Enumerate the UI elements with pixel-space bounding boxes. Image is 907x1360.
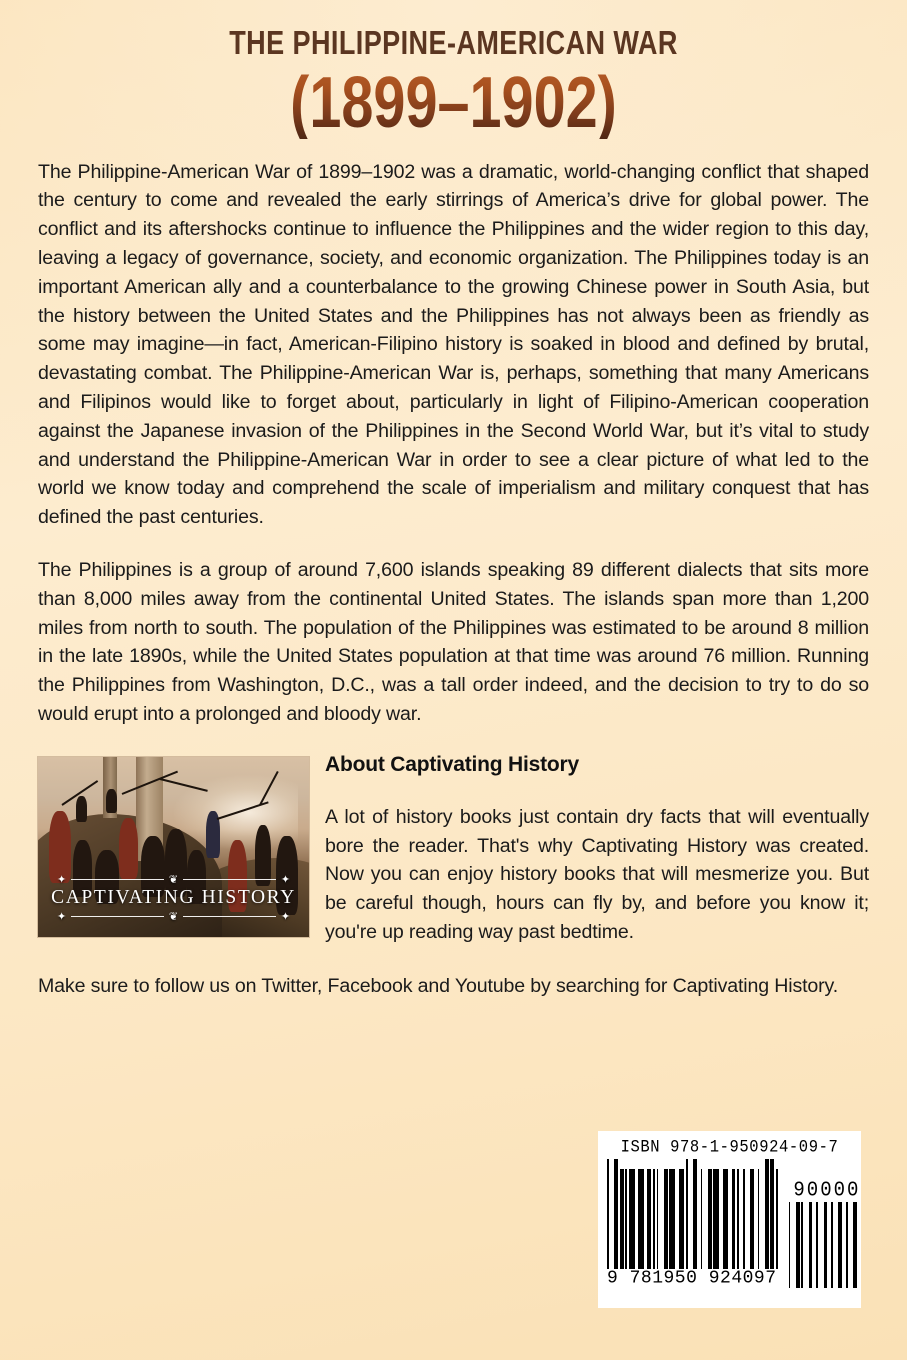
- addon-price-digits: 90000: [793, 1178, 861, 1203]
- page-subtitle-years: (1899–1902): [91, 67, 817, 139]
- ornament-icon: ✦: [280, 872, 291, 886]
- barcode-bars-row: [607, 1159, 861, 1289]
- title-block: [0, 0, 907, 143]
- ornament-icon: ✦: [56, 909, 67, 923]
- follow-us-text: Make sure to follow us on Twitter, Facebook and Youtube by searching for Captivating History.: [38, 974, 839, 997]
- logo-divider-line: [183, 916, 276, 917]
- logo-rule-bottom: [57, 911, 290, 922]
- ean13-digits: 9 781950 924097: [607, 1268, 777, 1289]
- publisher-thumbnail-image: [38, 757, 309, 937]
- paragraph-geography: The Philippines is a group of around 7,600 islands speaking 89 different dialects that sits more than 8,000 miles away from the continental United States. The islands span more than 1,200 miles from north to south. The population of the Philippines was estimated to be around 8 million in the late 1890s, while the United States population at that time was around 76 million. Running the Philippines from Washington, D.C., was a tall order indeed, and the decision to try to do so would erupt into a prolonged and bloody war.: [38, 559, 869, 725]
- isbn-number-label: ISBN 978-1-950924-09-7: [620, 1137, 839, 1158]
- painting-figure: [106, 789, 117, 812]
- flourish-icon: ❦: [168, 872, 179, 886]
- logo-divider-line: [183, 879, 276, 880]
- ean5-bar-strip: [789, 1202, 861, 1288]
- painting-figure: [76, 796, 87, 821]
- painting-figure: [119, 818, 138, 879]
- logo-divider-line: [71, 879, 164, 880]
- ean13-barcode: [607, 1159, 780, 1288]
- ornament-icon: ✦: [280, 909, 291, 923]
- flourish-icon: ❦: [168, 909, 179, 923]
- about-section: [0, 753, 907, 947]
- ean5-addon-barcode: [789, 1178, 861, 1288]
- body-copy: [0, 158, 907, 729]
- page-title: THE PHILIPPINE-AMERICAN WAR: [229, 24, 678, 61]
- ornament-icon: ✦: [56, 872, 67, 886]
- ean13-bar-strip: [607, 1159, 780, 1269]
- captivating-history-logo: [38, 872, 309, 924]
- logo-wordmark: CAPTIVATING HISTORY: [51, 886, 296, 908]
- paragraph-intro: The Philippine-American War of 1899–1902 was a dramatic, world-changing conflict that shaped the century to come and revealed the early stirrings of America’s drive for global power. The conflict and its aftershocks continue to influence the Philippines and the wider region to this day, leaving a legacy of governance, society, and economic organization. The Philippines today is an important American ally and a counterbalance to the growing Chinese power in South Asia, but the history between the United States and the Philippines has not always been as friendly as some may imagine—in fact, American-Filipino history is soaked in blood and defined by brutal, devastating combat. The Philippine-American War is, perhaps, something that many Americans and Filipinos would like to forget about, particularly in light of Filipino-American cooperation against the Japanese invasion of the Philippines in the Second World War, but it’s vital to study and understand the Philippine-American War in order to see a clear picture of what led to the world we know today and comprehend the scale of imperialism and military conquest that has defined the past centuries.: [38, 160, 869, 529]
- logo-divider-line: [71, 916, 164, 917]
- about-body-text: A lot of history books just contain dry facts that will eventually bore the reader. That's why Captivating History was created. Now you can enjoy history books that will mesmerize you. But be careful though, hours can fly by, and before you know it; you're up reading way past bedtime.: [325, 805, 869, 943]
- logo-rule-top: [57, 874, 290, 885]
- about-heading: About Captivating History: [325, 752, 580, 776]
- isbn-barcode-block: [598, 1131, 861, 1308]
